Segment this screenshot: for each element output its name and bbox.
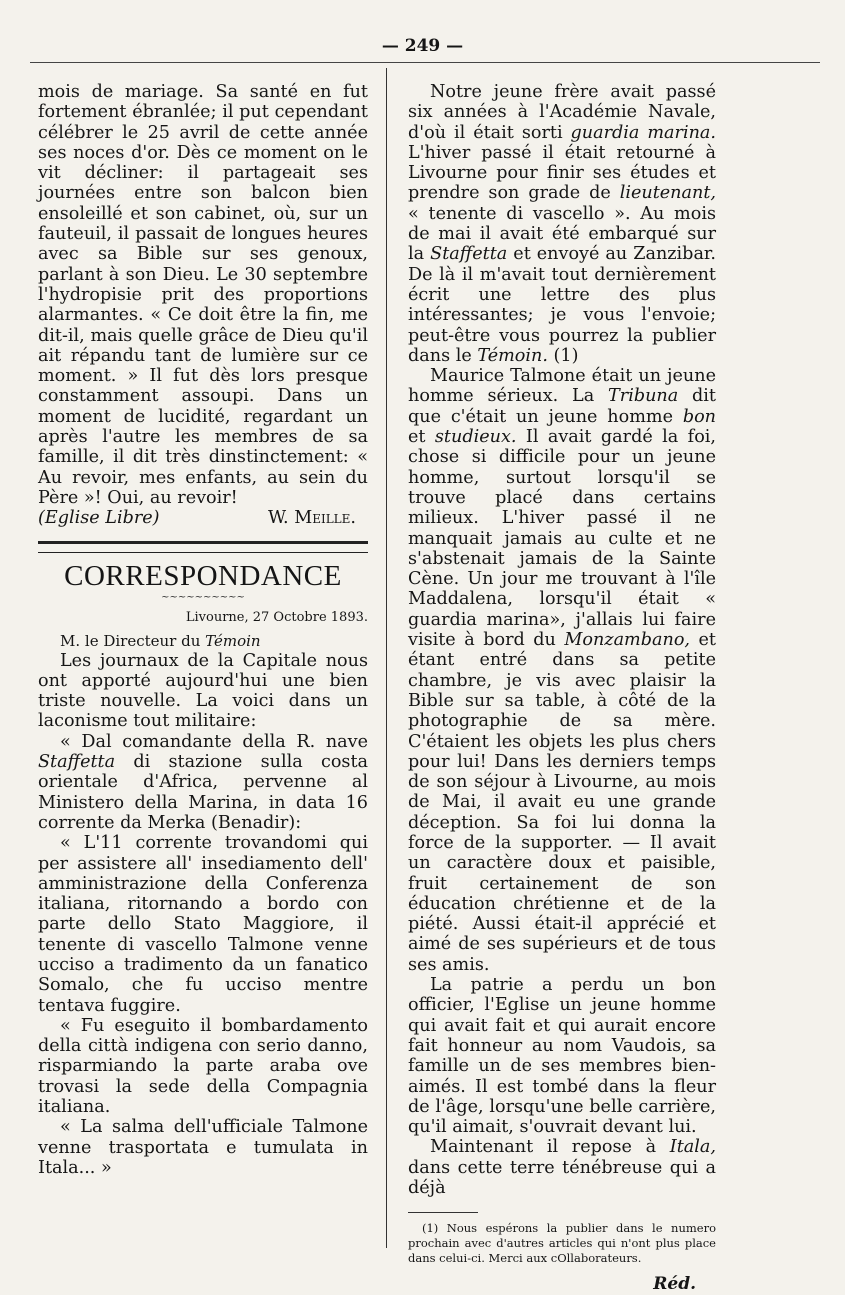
emphasis: Tribuna <box>608 386 679 407</box>
header-rule <box>30 62 820 63</box>
quote-paragraph: « La salma dell'ufficiale Talmone venne trasportata e tumulata in Itala... » <box>38 1117 368 1178</box>
emphasis: Monzambano, <box>564 630 691 651</box>
letter-paragraph <box>408 82 716 366</box>
emphasis: bon <box>682 406 716 427</box>
letter-paragraph <box>408 366 716 975</box>
text: L'hiver passé il était retourné à Livourne pour finir ses études et prendre son grade de <box>408 142 716 204</box>
quote-text: « Dal comandante della R. nave <box>60 731 368 752</box>
quote-paragraph: « L'11 corrente trovandomi qui per assistere all' insediamento dell' amministrazione della Conferenza italiana, ritornando a bordo con parte dello Stato Maggiore, il tenente di vascello Talmone venne ucciso a tradimento da un fanatico Somalo, che fu ucciso mentre tentava fuggire. <box>38 833 368 1016</box>
salutation <box>38 631 368 651</box>
source-credit: (Eglise Libre) <box>38 508 160 529</box>
text: et envoyé au Zanzibar. De là il m'avait tout dernièrement écrit une lettre des plus intéressantes; je vous l'envoie; peut-être vous pourrez la publier dans le <box>408 244 717 366</box>
title-ornament: ~~~~~~~~~~ <box>161 591 245 603</box>
emphasis: studieux. <box>434 427 517 448</box>
dateline: Livourne, 27 Octobre 1893. <box>185 609 368 625</box>
column-divider <box>386 68 387 1248</box>
editor-signoff: Réd. <box>653 1274 696 1295</box>
emphasis: Staffetta <box>430 244 508 265</box>
emphasis: lieutenant, <box>619 183 716 204</box>
section-title: CORRESPONDANCE <box>64 559 342 592</box>
emphasis: Itala, <box>669 1137 716 1158</box>
ship-name: Staffetta <box>38 752 116 773</box>
text: Il avait gardé la foi, chose si difficile pour un jeune homme, surtout lorsqu'il se trouve placé dans certains milieux. L'hiver passé il ne manquait jamais au culte et ne s'abstenait jamais de la Sainte Cène. Un jour me trouvant à l'île Maddalena, lorsqu'il était « guardia marina», j'allais lui faire visite à bord du <box>408 427 717 651</box>
text: « tenente di vascello ». Au mois de mai il avait été embarqué sur la <box>408 203 716 265</box>
author-signature: W. Meille. <box>268 508 356 529</box>
footnote: (1) Nous espérons la publier dans le numero prochain avec d'autres articles qui n'ont plus place dans celui-ci. Merci aux cOllaborateurs. <box>408 1221 716 1266</box>
page-number: — 249 — <box>381 36 464 56</box>
salutation-text: M. le Directeur du <box>60 631 206 650</box>
text: et étant entré dans sa petite chambre, je vis avec plaisir la Bible sur sa table, à côté de la photographie de sa mère. C'étaient les objets les plus chers pour lui! Dans les derniers temps de son séjour à Livourne, au mois de Mai, il avait eu une grande déception. Sa foi lui donna la force de la supporter. — Il avait un caractère doux et paisible, fruit certainement de son éducation chrétienne et de la piété. Aussi était-il apprécié et aimé de ses supérieurs et de tous ses amis. <box>408 630 717 975</box>
footnote-rule <box>408 1212 478 1213</box>
right-column <box>408 82 716 1295</box>
text: (1) <box>547 345 579 366</box>
text: dans cette terre ténébreuse qui a déjà <box>408 1157 716 1199</box>
text: Maurice Talmone était un jeune homme sérieux. La <box>408 366 716 407</box>
text: Maintenant il repose à <box>430 1137 670 1158</box>
emphasis: Témoin. <box>477 345 548 366</box>
text: dit que c'était un jeune homme <box>408 386 717 427</box>
letter-paragraph: La patrie a perdu un bon officier, l'Eglise un jeune homme qui avait fait et qui aurait encore fait honneur au nom Vaudois, sa famille un de ses membres bien-aimés. Il est tombé dans la fleur de l'âge, lorsqu'une belle carrière, qu'il aimait, s'ouvrait devant lui. <box>408 975 716 1138</box>
signature-line <box>38 508 368 528</box>
text: et <box>408 427 435 448</box>
obituary-paragraph: mois de mariage. Sa santé en fut fortement ébranlée; il put cependant célébrer le 25 avril de cette année ses noces d'or. Dès ce moment on le vit décliner: il partageait ses journées entre son balcon bien ensoleillé et son cabinet, où, sur un fauteuil, il passait de longues heures avec sa Bible sur ses genoux, parlant à son Dieu. Le 30 septembre l'hydropisie prit des proportions alarmantes. « Ce doit être la fin, me dit-il, mais quelle grâce de Dieu qu'il ait répandu tant de lumière sur ce moment. » Il fut dès lors presque constamment assoupi. Dans un moment de lucidité, regardant un après l'autre les membres de sa famille, il dit très dinstinctement: « Au revoir, mes enfants, au sein du Père »! Oui, au revoir! <box>38 82 368 508</box>
emphasis: guardia marina. <box>570 122 716 143</box>
journal-name: Témoin <box>205 631 261 650</box>
quote-text: di stazione sulla costa orientale d'Africa, pervenne al Ministero della Marina, in data 16 corrente da Merka (Benadir): <box>38 752 368 833</box>
quote-paragraph: « Fu eseguito il bombardamento della città indigena con serio danno, risparmiando la parte araba ove trovasi la sede della Compagnia italiana. <box>38 1015 368 1118</box>
letter-paragraph <box>408 1137 716 1198</box>
left-column <box>38 82 368 1178</box>
text: Notre jeune frère avait passé six années à l'Académie Navale, d'où il était sorti <box>408 82 716 143</box>
quote-paragraph <box>38 732 368 833</box>
section-divider <box>38 541 368 553</box>
letter-paragraph: Les journaux de la Capitale nous ont apporté aujourd'hui une bien triste nouvelle. La voici dans un laconisme tout militaire: <box>38 650 368 732</box>
